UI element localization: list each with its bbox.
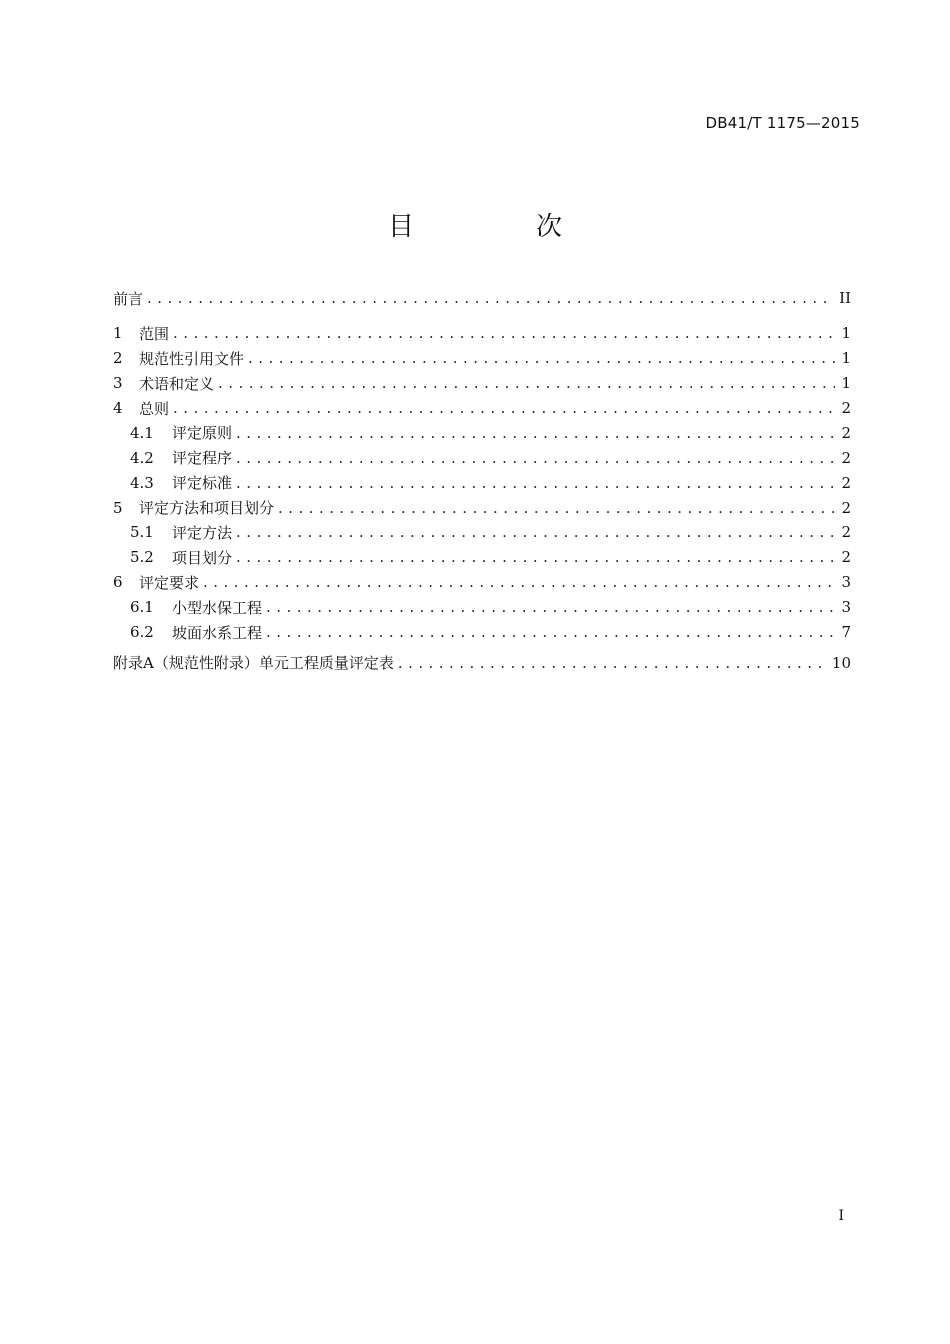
toc-leader-dots <box>147 289 833 307</box>
toc-page: 3 <box>841 573 851 592</box>
toc-number: 4.3 <box>130 473 154 492</box>
toc-leader-dots <box>236 548 835 566</box>
toc-leader-dots <box>278 499 835 517</box>
toc-entry-6-1[interactable] <box>113 595 851 620</box>
toc-label: 附录A（规范性附录）单元工程质量评定表 <box>113 654 394 673</box>
toc-label: 小型水保工程 <box>172 598 263 617</box>
toc-label: 坡面水系工程 <box>172 623 263 642</box>
toc-number: 1 <box>113 324 123 343</box>
toc-label: 总则 <box>139 399 170 418</box>
toc-number: 6 <box>113 573 123 592</box>
toc-entry-3[interactable] <box>113 371 851 396</box>
toc-number: 6.1 <box>130 598 154 617</box>
toc-page: 1 <box>841 324 851 343</box>
toc-page: 2 <box>841 399 851 417</box>
toc-label: 术语和定义 <box>139 374 215 393</box>
toc-label: 评定标准 <box>172 474 233 493</box>
toc-label: 评定要求 <box>139 573 200 592</box>
toc-entry-2[interactable] <box>113 346 851 371</box>
toc-leader-dots <box>218 374 835 392</box>
toc-page: 2 <box>841 548 851 567</box>
toc-leader-dots <box>203 573 835 591</box>
toc-page: 2 <box>841 473 851 492</box>
toc-entry-4-1[interactable] <box>113 420 851 445</box>
toc-number: 5.2 <box>130 548 154 567</box>
toc-entry-4-3[interactable] <box>113 470 851 495</box>
toc-entry-1[interactable] <box>113 321 851 346</box>
toc-label: 前言 <box>113 289 144 308</box>
toc-number: 5.1 <box>130 523 154 542</box>
toc-label: 评定原则 <box>172 424 233 443</box>
toc-page: 2 <box>841 448 851 467</box>
toc-label: 范围 <box>139 324 170 343</box>
toc-number: 3 <box>113 374 123 393</box>
toc-label: 评定方法和项目划分 <box>139 499 275 518</box>
toc-leader-dots <box>248 349 835 367</box>
toc-leader-dots <box>266 623 835 641</box>
toc-number: 4.2 <box>130 448 154 467</box>
toc-entry-4-2[interactable] <box>113 445 851 470</box>
page-number: I <box>838 1208 844 1224</box>
toc-leader-dots <box>236 474 835 492</box>
toc-entry-6[interactable] <box>113 570 851 595</box>
toc-number: 4 <box>113 399 123 417</box>
toc-leader-dots <box>173 324 835 342</box>
toc-leader-dots <box>236 449 835 467</box>
table-of-contents <box>113 286 851 675</box>
toc-page: 2 <box>841 498 851 517</box>
toc-leader-dots <box>398 654 826 672</box>
toc-page: 1 <box>841 374 851 393</box>
toc-number: 6.2 <box>130 623 154 642</box>
toc-entry-preface[interactable] <box>113 286 851 311</box>
toc-label: 规范性引用文件 <box>139 349 245 368</box>
toc-page: II <box>839 289 851 308</box>
toc-label: 项目划分 <box>172 548 233 567</box>
toc-page: 2 <box>841 523 851 542</box>
toc-page: 10 <box>831 653 851 672</box>
toc-label: 评定方法 <box>172 523 233 542</box>
toc-leader-dots <box>236 424 835 442</box>
toc-entry-5-2[interactable] <box>113 545 851 570</box>
toc-entry-4[interactable] <box>113 396 851 421</box>
toc-entry-appendix-a[interactable] <box>113 650 851 675</box>
toc-leader-dots <box>173 399 835 417</box>
toc-page: 2 <box>841 423 851 442</box>
toc-page: 1 <box>841 349 851 368</box>
toc-leader-dots <box>266 598 835 616</box>
toc-number: 5 <box>113 498 123 517</box>
toc-number: 4.1 <box>130 423 154 442</box>
toc-page: 3 <box>841 598 851 617</box>
toc-number: 2 <box>113 349 123 368</box>
toc-entry-5[interactable] <box>113 495 851 520</box>
page-title: 目 次 <box>387 212 610 242</box>
toc-page: 7 <box>841 623 851 642</box>
toc-label: 评定程序 <box>172 449 233 468</box>
toc-entry-5-1[interactable] <box>113 520 851 545</box>
toc-entry-6-2[interactable] <box>113 620 851 645</box>
toc-leader-dots <box>236 523 835 541</box>
standard-code: DB41/T 1175—2015 <box>705 114 860 132</box>
